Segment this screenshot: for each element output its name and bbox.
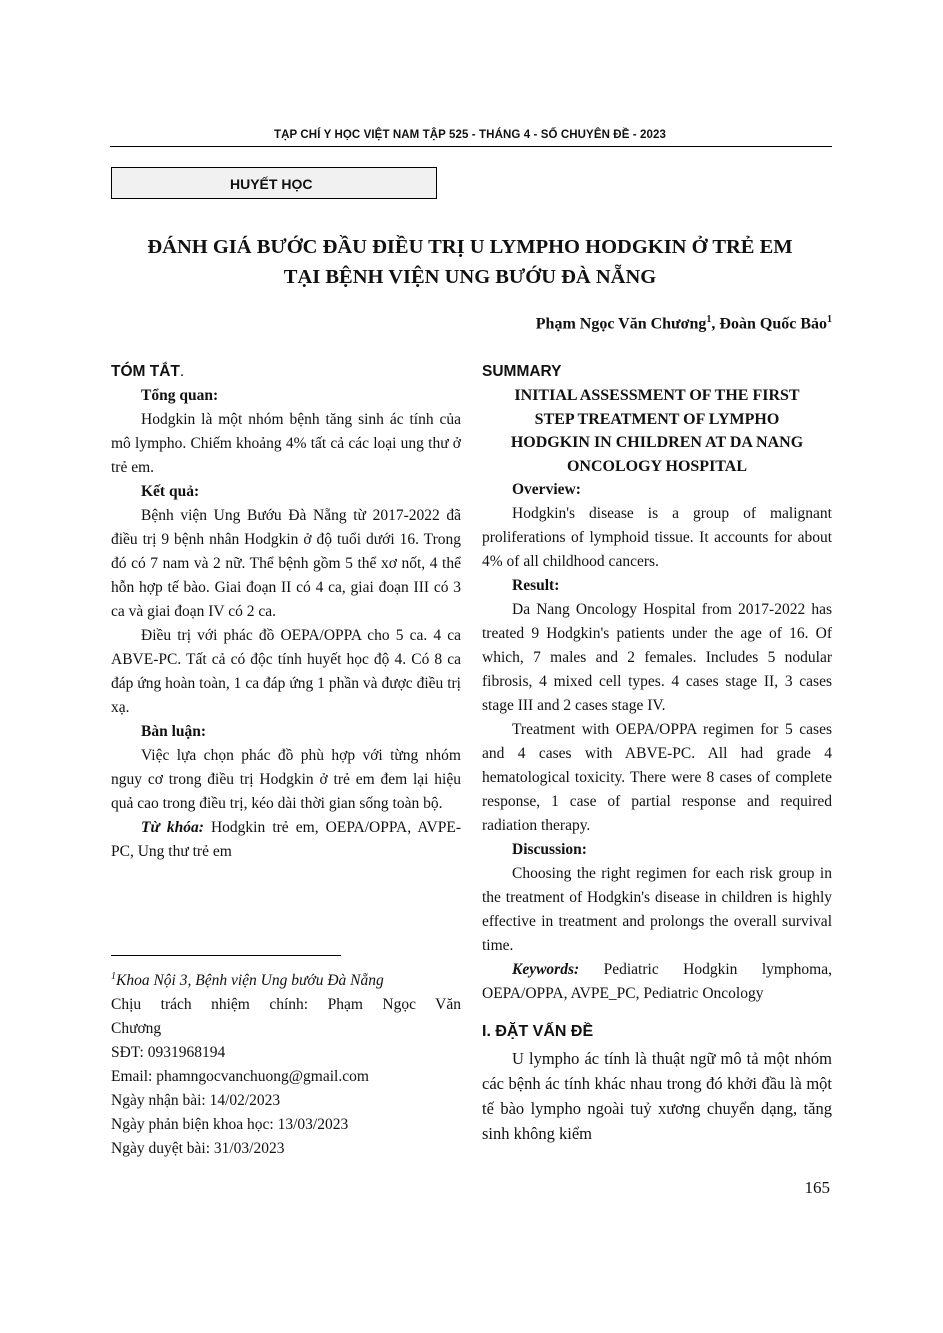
overview-text: Hodgkin là một nhóm bệnh tăng sinh ác tính của mô lympho. Chiếm khoảng 4% tất cả các loại ung thư ở trẻ em.: [111, 411, 461, 476]
keywords-label-en: Keywords:: [512, 961, 580, 978]
result-text-1-en: Da Nang Oncology Hospital from 2017-2022 has treated 9 Hodgkin's patients under the age of 16. Of which, 7 males and 2 females. Includes 5 nodular fibrosis, 4 mixed cell types. 4 cases stage II, 3 cases stage III and 2 cases stage IV.: [482, 601, 832, 714]
overview-label: Tổng quan:: [141, 387, 219, 404]
section-label-box: [111, 167, 437, 199]
discussion-text-en: Choosing the right regimen for each risk group in the treatment of Hodgkin's disease in children is highly effective in treatment and prolongs the overall survival time.: [482, 865, 832, 954]
summary-heading: SUMMARY: [482, 363, 562, 380]
footnote-rule: [111, 955, 341, 956]
keywords-text-en: Pediatric Hodgkin lymphoma, OEPA/OPPA, AVPE_PC, Pediatric Oncology: [482, 961, 832, 1002]
section-label: HUYẾT HỌC: [230, 176, 313, 192]
phone: SĐT: 0931968194: [111, 1044, 226, 1062]
running-header: TẠP CHÍ Y HỌC VIỆT NAM TẬP 525 - THÁNG 4 - SỐ CHUYÊN ĐỀ - 2023: [274, 129, 666, 141]
overview-text-en: Hodgkin's disease is a group of malignant proliferations of lymphoid tissue. It accounts for about 4% of all childhood cancers.: [482, 505, 832, 570]
section-1-heading: I. ĐẶT VẤN ĐỀ: [482, 1023, 594, 1040]
result-text-1: Bệnh viện Ung Bướu Đà Nẵng từ 2017-2022 đã điều trị 9 bệnh nhân Hodgkin ở độ tuổi dưới 16. Trong đó có 7 nam và 2 nữ. Thể bệnh gồm 5 thể xơ nốt, 4 thể hỗn hợp tế bào. Giai đoạn II có 4 ca, giai đoạn III có 3 ca và giai đoạn IV có 2 ca.: [111, 507, 461, 620]
keywords: [111, 816, 461, 864]
author-line: [420, 314, 832, 333]
discussion-text: Việc lựa chọn phác đồ phù hợp với từng nhóm nguy cơ trong điều trị Hodgkin ở trẻ em đem lại hiệu quả cao trong điều trị, kéo dài thời gian sống toàn bộ.: [111, 747, 461, 812]
date-received: Ngày nhận bài: 14/02/2023: [111, 1092, 281, 1110]
result-text-2-en: Treatment with OEPA/OPPA regimen for 5 cases and 4 cases with ABVE-PC. All had grade 4 hematological toxicity. There were 8 cases of complete response, 1 case of partial response and required radiation therapy.: [482, 721, 832, 834]
responsible-author-line-2: Chương: [111, 1020, 162, 1038]
page-number: 165: [804, 1178, 830, 1197]
keywords-label: Từ khóa:: [141, 819, 204, 836]
email: Email: phamngocvanchuong@gmail.com: [111, 1068, 369, 1086]
result-label-en: Result:: [512, 577, 560, 594]
author-2: Đoàn Quốc Bảo: [719, 315, 827, 333]
date-accepted: Ngày duyệt bài: 31/03/2023: [111, 1140, 285, 1158]
abstract-vietnamese: [111, 360, 461, 864]
english-title: INITIAL ASSESSMENT OF THE FIRST STEP TREATMENT OF LYMPHO HODGKIN IN CHILDREN AT DA NANG ONCOLOGY HOSPITAL: [510, 387, 804, 475]
header-rule: [110, 146, 832, 147]
result-text-2: Điều trị với phác đồ OEPA/OPPA cho 5 ca. 4 ca ABVE-PC. Tất cả có độc tính huyết học độ 4. Có 8 ca đáp ứng hoàn toàn, 1 ca đáp ứng 1 phần và được điều trị xạ.: [111, 627, 461, 716]
footnotes: [111, 965, 461, 1161]
keywords-en: [482, 958, 832, 1006]
affiliation-note: $^1$Khoa Nội 3, Bệnh viện Ung bướu Đà Nẵng: [111, 971, 384, 990]
discussion-label: Bàn luận:: [141, 723, 207, 740]
section-1-text: U lympho ác tính là thuật ngữ mô tả một nhóm các bệnh ác tính khác nhau trong đó khởi đầu là một tế bào lympho ngoài tuỷ xương chuyển dạng, tăng sinh không kiểm: [482, 1049, 832, 1143]
abstract-heading: TÓM TẮT.: [111, 363, 185, 380]
responsible-author-line-1: Chịu trách nhiệm chính: Phạm Ngọc Văn: [111, 996, 461, 1014]
overview-label-en: Overview:: [512, 481, 581, 498]
date-reviewed: Ngày phản biện khoa học: 13/03/2023: [111, 1116, 349, 1134]
keywords-text: Hodgkin trẻ em, OEPA/OPPA, AVPE-PC, Ung thư trẻ em: [111, 819, 461, 860]
author-1-affiliation: 1: [706, 314, 712, 325]
abstract-english: [482, 360, 832, 1146]
article-title: [100, 232, 840, 292]
discussion-label-en: Discussion:: [512, 841, 587, 858]
article-title-line-2: TẠI BỆNH VIỆN UNG BƯỚU ĐÀ NẴNG: [283, 266, 657, 288]
article-title-line-1: ĐÁNH GIÁ BƯỚC ĐẦU ĐIỀU TRỊ U LYMPHO HODGKIN Ở TRẺ EM: [147, 236, 793, 258]
author-2-affiliation: 1: [827, 314, 832, 325]
result-label: Kết quả:: [141, 483, 200, 500]
author-1: Phạm Ngọc Văn Chương: [535, 315, 707, 333]
author-separator: ,: [711, 315, 720, 333]
